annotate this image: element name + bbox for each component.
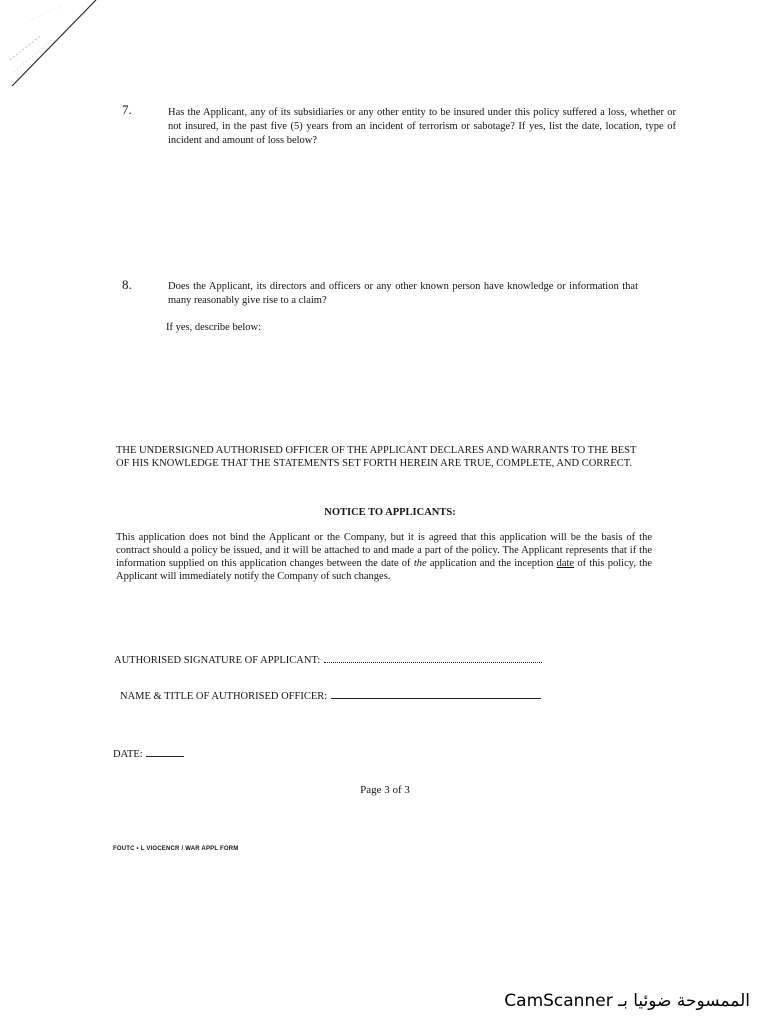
notice-heading: NOTICE TO APPLICANTS: — [324, 507, 456, 518]
question-8-follow-up: If yes, describe below: — [166, 322, 262, 333]
signature-label: AUTHORISED SIGNATURE OF APPLICANT: — [114, 655, 321, 666]
page-number: Page 3 of 3 — [360, 784, 410, 796]
question-8-number: 8. — [122, 277, 132, 292]
signature-field[interactable] — [324, 652, 542, 663]
camscanner-watermark: الممسوحة ضوئيا بـ CamScanner — [504, 991, 750, 1011]
notice-body-part2: application and the inception — [429, 558, 554, 569]
date-row — [113, 746, 184, 760]
notice-body-date: date — [556, 558, 575, 569]
date-field[interactable] — [146, 746, 184, 757]
notice-body-part1: This application does not bind the Applicant or the Company, but it is agreed that this application will be the basis of the contract should a policy be issued, and it will be attached to and made a part of the policy. The Applicant represents that if the information supplied on this application changes between the date of — [116, 532, 652, 569]
name-title-label: NAME & TITLE OF AUTHORISED OFFICER: — [120, 691, 328, 702]
question-8-text: Does the Applicant, its directors and officers or any other known person have knowledge or information that many reasonably give rise to a claim? — [168, 281, 638, 306]
date-label: DATE: — [113, 749, 143, 760]
question-7-number: 7. — [122, 102, 132, 117]
signature-row — [114, 652, 542, 666]
notice-body — [116, 531, 652, 583]
name-title-row — [120, 688, 541, 702]
declaration-text: THE UNDERSIGNED AUTHORISED OFFICER OF THE APPLICANT DECLARES AND WARRANTS TO THE BEST OF HIS KNOWLEDGE THAT THE STATEMENTS SET FORTH HEREIN ARE TRUE, COMPLETE, AND CORRECT. — [116, 445, 637, 469]
name-title-field[interactable] — [331, 688, 541, 699]
question-7-text: Has the Applicant, any of its subsidiaries or any other entity to be insured under this policy suffered a loss, whether or not insured, in the past five (5) years from an incident of terrorism or sabotage? If yes, list the date, location, type of incident and amount of loss below? — [168, 107, 676, 146]
scan-corner-mark — [0, 0, 110, 100]
form-code: FOUTC • L VIOCENCR / WAR APPL FORM — [113, 846, 239, 852]
notice-body-part3: of this policy, the Applicant will immediately notify the Company of such changes. — [116, 558, 653, 582]
notice-body-italic: the — [413, 558, 427, 569]
